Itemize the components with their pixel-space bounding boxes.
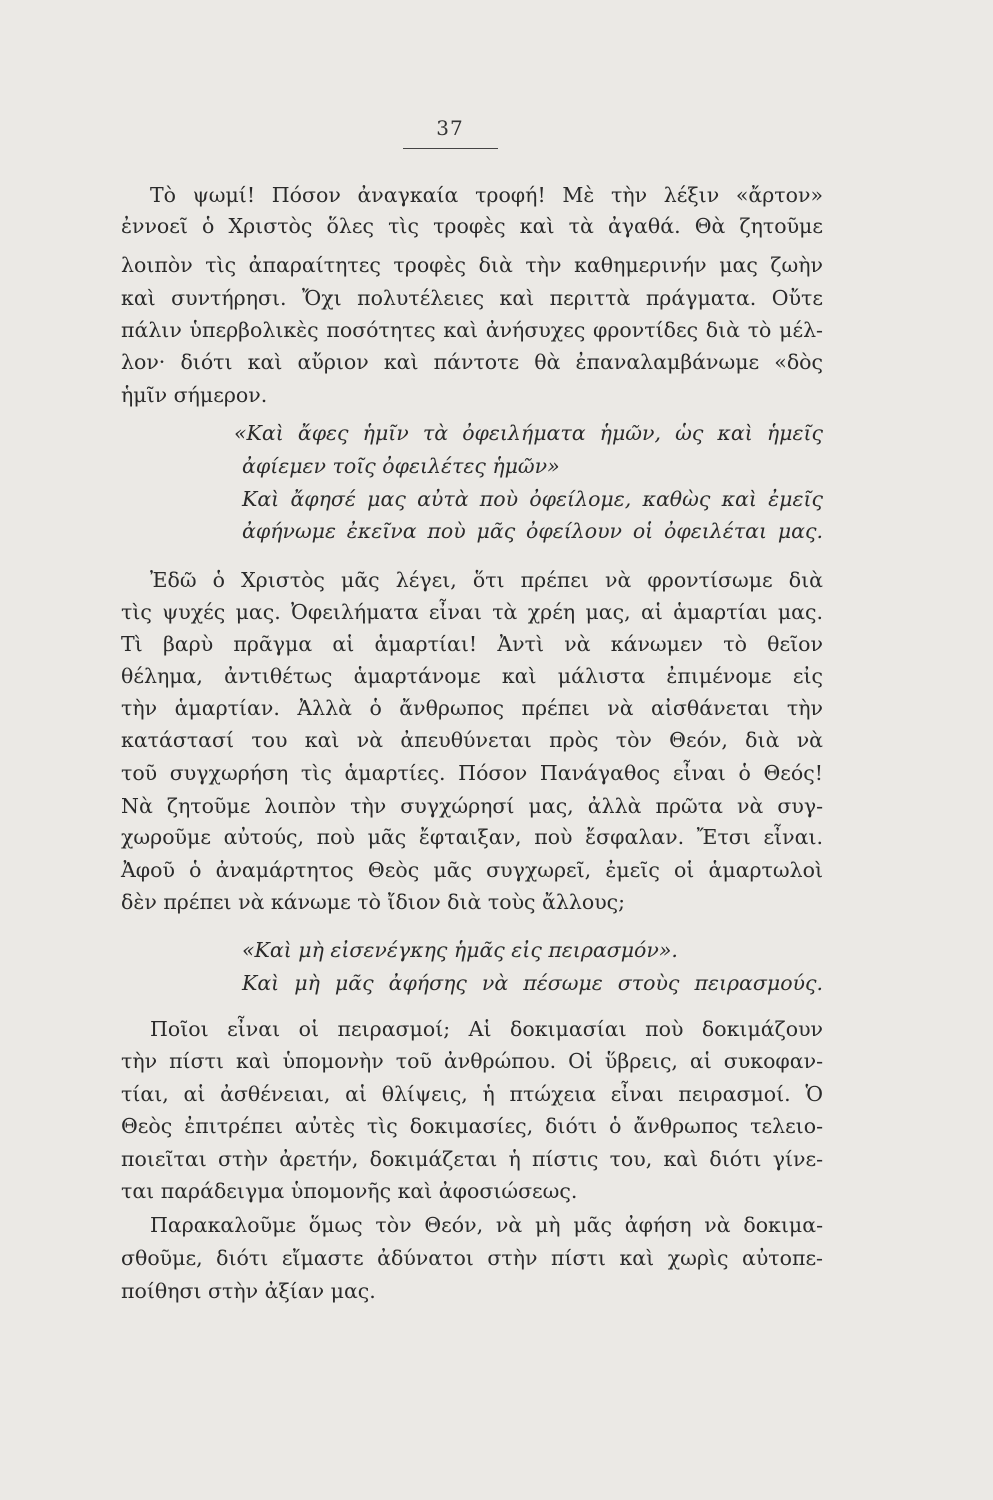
paragraph-4-line: ποίθησι στὴν ἀξίαν μας. <box>121 1279 376 1303</box>
prayer-quote-line: Καὶ ἄφησέ μας αὐτὰ ποὺ ὀφείλομε, καθὼς καὶ ἐμεῖς <box>242 487 823 511</box>
paragraph-1-line: λοιπὸν τὶς ἀπαραίτητες τροφὲς διὰ τὴν καθημερινήν μας ζωὴν <box>121 253 823 277</box>
prayer-quote-line: ἀφίεμεν τοῖς ὀφειλέτες ἡμῶν» <box>242 454 560 478</box>
prayer-quote-line: Καὶ μὴ μᾶς ἀφήσης νὰ πέσωμε στοὺς πειρασμούς. <box>242 971 823 995</box>
paragraph-2-line: τοῦ συγχωρήση τὶς ἁμαρτίες. Πόσον Πανάγαθος εἶναι ὁ Θεός! <box>121 761 823 785</box>
paragraph-3-line: Θεὸς ἐπιτρέπει αὐτὲς τὶς δοκιμασίες, διότι ὁ ἄνθρωπος τελειο- <box>121 1114 823 1138</box>
paragraph-2-line: δὲν πρέπει νὰ κάνωμε τὸ ἴδιον διὰ τοὺς ἄλλους; <box>121 890 626 914</box>
prayer-quote-line: «Καὶ ἄφες ἡμῖν τὰ ὀφειλήματα ἡμῶν, ὡς καὶ ἡμεῖς <box>234 421 823 445</box>
paragraph-2-line: Ἐδῶ ὁ Χριστὸς μᾶς λέγει, ὅτι πρέπει νὰ φροντίσωμε διὰ <box>150 568 823 592</box>
paragraph-2-line: τὶς ψυχές μας. Ὀφειλήματα εἶναι τὰ χρέη μας, αἱ ἁμαρτίαι μας. <box>121 600 823 624</box>
page-number: 37 <box>436 116 464 140</box>
paragraph-3-line: τὴν πίστι καὶ ὑπομονὴν τοῦ ἀνθρώπου. Οἱ ὕβρεις, αἱ συκοφαν- <box>121 1049 823 1073</box>
paragraph-2-line: τὴν ἁμαρτίαν. Ἀλλὰ ὁ ἄνθρωπος πρέπει νὰ αἰσθάνεται τὴν <box>121 696 823 720</box>
paragraph-1-line: Τὸ ψωμί! Πόσον ἀναγκαία τροφή! Μὲ τὴν λέξιν «ἄρτον» <box>150 183 823 207</box>
paragraph-2-line: Τὶ βαρὺ πρᾶγμα αἱ ἁμαρτίαι! Ἀντὶ νὰ κάνωμεν τὸ θεῖον <box>121 632 823 656</box>
paragraph-4-line: Παρακαλοῦμε ὅμως τὸν Θεόν, νὰ μὴ μᾶς ἀφήση νὰ δοκιμα- <box>150 1213 823 1237</box>
prayer-quote-line: ἀφήνωμε ἐκεῖνα ποὺ μᾶς ὀφείλουν οἱ ὀφειλέται μας. <box>242 519 823 543</box>
paragraph-4-line: σθοῦμε, διότι εἴμαστε ἀδύνατοι στὴν πίστι καὶ χωρὶς αὐτοπε- <box>121 1246 823 1270</box>
paragraph-1-line: ἡμῖν σήμερον. <box>121 383 268 407</box>
paragraph-2-line: Ἀφοῦ ὁ ἀναμάρτητος Θεὸς μᾶς συγχωρεῖ, ἐμεῖς οἱ ἁμαρτωλοὶ <box>121 858 823 882</box>
paragraph-3-line: ται παράδειγμα ὑπομονῆς καὶ ἀφοσιώσεως. <box>121 1179 578 1203</box>
paragraph-1-line: λον· διότι καὶ αὔριον καὶ πάντοτε θὰ ἐπαναλαμβάνωμε «δὸς <box>121 350 823 374</box>
paragraph-2-line: κατάστασί του καὶ νὰ ἀπευθύνεται πρὸς τὸν Θεόν, διὰ νὰ <box>121 728 823 752</box>
paragraph-2-line: θέλημα, ἀντιθέτως ἁμαρτάνομε καὶ μάλιστα ἐπιμένομε εἰς <box>121 664 823 688</box>
paragraph-1-line: πάλιν ὑπερβολικὲς ποσότητες καὶ ἀνήσυχες φροντίδες διὰ τὸ μέλ- <box>121 318 823 342</box>
prayer-quote-line: «Καὶ μὴ εἰσενέγκης ἡμᾶς εἰς πειρασμόν». <box>242 938 678 962</box>
paragraph-3-line: Ποῖοι εἶναι οἱ πειρασμοί; Αἱ δοκιμασίαι ποὺ δοκιμάζουν <box>150 1017 823 1041</box>
paragraph-3-line: ποιεῖται στὴν ἀρετήν, δοκιμάζεται ἡ πίστις του, καὶ διότι γίνε- <box>121 1147 823 1171</box>
paragraph-1-line: καὶ συντήρησι. Ὄχι πολυτέλειες καὶ περιττὰ πράγματα. Οὔτε <box>121 286 823 310</box>
paragraph-2-line: Νὰ ζητοῦμε λοιπὸν τὴν συγχώρησί μας, ἀλλὰ πρῶτα νὰ συγ- <box>121 794 823 818</box>
paragraph-1-line: ἐννοεῖ ὁ Χριστὸς ὅλες τὶς τροφὲς καὶ τὰ ἀγαθά. Θὰ ζητοῦμε <box>121 214 823 238</box>
page-number-rule <box>403 148 498 149</box>
paragraph-3-line: τίαι, αἱ ἀσθένειαι, αἱ θλίψεις, ἡ πτώχεια εἶναι πειρασμοί. Ὁ <box>121 1082 823 1106</box>
paragraph-2-line: χωροῦμε αὐτούς, ποὺ μᾶς ἔφταιξαν, ποὺ ἔσφαλαν. Ἔτσι εἶναι. <box>121 825 823 849</box>
